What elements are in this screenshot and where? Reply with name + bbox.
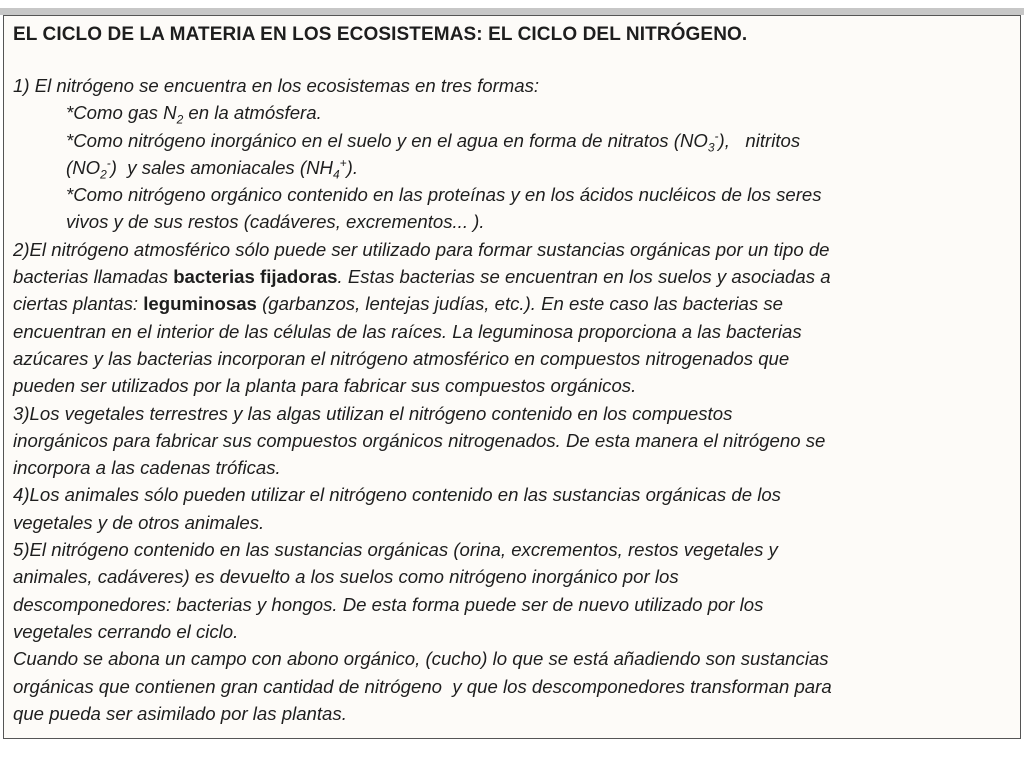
p2-line: encuentran en el interior de las células de las raíces. La leguminosa proporciona a las bacterias (13, 320, 802, 342)
p1-intro: 1) El nitrógeno se encuentra en los ecosistemas en tres formas: (13, 75, 540, 96)
p6-line: orgánicas que contienen gran cantidad de nitrógeno y que los descomponedores transforman para (13, 675, 832, 697)
form-organic-cont: vivos y de sus restos (cadáveres, excrementos... ). (66, 211, 485, 233)
p5-line: animales, cadáveres) es devuelto a los suelos como nitrógeno inorgánico por los (13, 566, 679, 588)
p6-line: Cuando se abona un campo con abono orgánico, (cucho) lo que se está añadiendo son sustancias (13, 648, 829, 670)
p5-line: vegetales cerrando el ciclo. (13, 620, 239, 642)
p2-line: azúcares y las bacterias incorporan el nitrógeno atmosférico en compuestos nitrogenados que (13, 347, 790, 369)
p2-line: pueden ser utilizados por la planta para fabricar sus compuestos orgánicos. (13, 375, 637, 397)
form-gas: *Como gas $N_2$ en la atmósfera. (66, 102, 322, 128)
p2-line: bacterias llamadas bacterias fijadoras. Estas bacterias se encuentran en los suelos y asociadas a (13, 266, 831, 288)
term-leguminosas: leguminosas (143, 293, 257, 315)
paragraph-4 (13, 481, 1012, 536)
p3-line: incorpora a las cadenas tróficas. (13, 457, 281, 479)
paragraph-1 (13, 72, 1012, 236)
p3-line: inorgánicos para fabricar sus compuestos orgánicos nitrogenados. De esta manera el nitrógeno se (13, 429, 826, 451)
slide-title: EL CICLO DE LA MATERIA EN LOS ECOSISTEMAS: EL CICLO DEL NITRÓGENO. (13, 24, 748, 45)
slide (3, 15, 1021, 739)
p4-line: 4)Los animales sólo pueden utilizar el nitrógeno contenido en las sustancias orgánicas de los (13, 484, 781, 506)
p5-line: descomponedores: bacterias y hongos. De esta forma puede ser de nuevo utilizado por los (13, 593, 764, 615)
p5-line: 5)El nitrógeno contenido en las sustancias orgánicas (orina, excrementos, restos vegetales y (13, 539, 778, 561)
top-bar (0, 8, 1024, 15)
paragraph-5 (13, 536, 1012, 645)
p3-line: 3)Los vegetales terrestres y las algas utilizan el nitrógeno contenido en los compuestos (13, 402, 733, 424)
p4-line: vegetales y de otros animales. (13, 511, 265, 533)
paragraph-3 (13, 400, 1012, 482)
p6-line: que pueda ser asimilado por las plantas. (13, 702, 347, 724)
form-inorganic: *Como nitrógeno inorgánico en el suelo y en el agua en forma de nitratos $(NO_3^-)$, nitritos (66, 128, 801, 155)
form-organic: *Como nitrógeno orgánico contenido en las proteínas y en los ácidos nucléicos de los seres (66, 184, 822, 206)
term-bacterias-fijadoras: bacterias fijadoras (173, 266, 338, 288)
paragraph-6 (13, 645, 1012, 727)
form-inorganic-cont: $(NO_2^-)$ y sales amoniacales $(NH_4^+)$. (66, 155, 359, 182)
paragraph-2 (13, 236, 1012, 400)
p2-line: 2)El nitrógeno atmosférico sólo puede ser utilizado para formar sustancias orgánicas por un tipo de (13, 238, 830, 260)
p2-line: ciertas plantas: leguminosas (garbanzos, lentejas judías, etc.). En este caso las bacterias se (13, 293, 783, 315)
